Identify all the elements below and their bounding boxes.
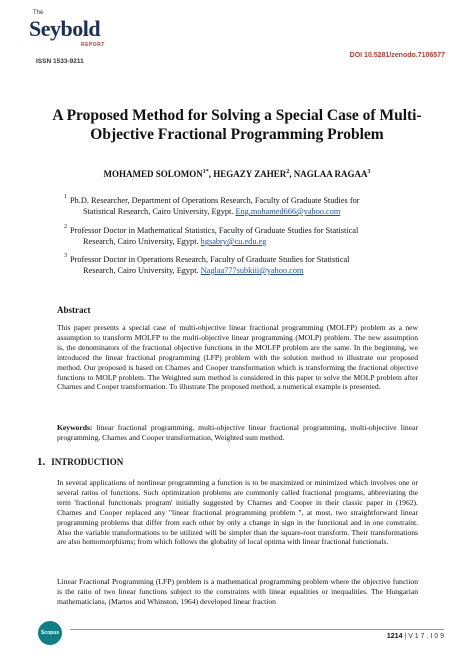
- author-3-sup: 3: [367, 169, 371, 175]
- affiliation-1: [64, 194, 410, 217]
- intro-paragraph-2: Linear Fractional Programming (LFP) problem is a mathematical programming problem where the objective function is the ratio of two linear functions subject to the constraints with linear equalities or inequalities. The Hungarian mathematicians, (Martos and Whinston, 1964) developed linear fraction: [57, 577, 418, 606]
- volume-issue: V 1 7 . I 0 9: [408, 633, 444, 640]
- affiliation-1-line2: Statistical Research, Cairo University, Egypt.: [83, 207, 234, 216]
- logo-report-text: REPORT: [81, 42, 105, 48]
- abstract-heading: Abstract: [57, 305, 91, 315]
- affiliation-2-number: 2: [64, 224, 67, 230]
- logo-name-text: Seybold: [29, 16, 101, 41]
- affiliation-1-number: 1: [64, 194, 67, 200]
- doi-link[interactable]: DOI 10.5281/zenodo.7106577: [349, 52, 445, 59]
- affiliation-3-email[interactable]: Naglaa777subkiii@yahoo.com: [200, 266, 304, 275]
- author-3: NAGLAA RAGAA: [293, 169, 368, 179]
- issn-label: ISSN 1533-9211: [36, 58, 84, 65]
- section-heading-introduction: [37, 456, 123, 468]
- scopus-badge-icon: Scopus: [38, 621, 62, 645]
- affiliation-3-number: 3: [64, 253, 67, 259]
- author-list: MOHAMED $SOLOMON^{1*}$, HEGAZY ZAHER$^2$, NAGLAA RAGAA$^3$: [103, 169, 371, 179]
- keywords: [57, 423, 418, 443]
- keywords-label: Keywords:: [57, 423, 93, 432]
- author-1: MOHAMED SOLOMON: [103, 169, 203, 179]
- affiliation-3-line1: Professor Doctor in Operations Research, Faculty of Graduate Studies for Statistical: [70, 255, 350, 264]
- affiliation-2: [64, 224, 410, 247]
- paper-title: A Proposed Method for Solving a Special Case of Multi-Objective Fractional Programming Problem: [52, 107, 422, 143]
- page-number: 1214 | V 1 7 . I 0 9: [386, 633, 444, 640]
- affiliation-1-email[interactable]: Eng.mohamed666@yahoo.com: [235, 207, 341, 216]
- section-title: INTRODUCTION: [51, 457, 124, 467]
- author-1-sup: 1*: [202, 169, 209, 175]
- intro-paragraph-1: In several applications of nonlinear programming a function is to be maximized or minimized which involves one or several ratios of functions. Such optimization problems are commonly called fractional programs, abbreviating the term 'fractional functionals program' initially suggested by Charnes and Cooper in their classic paper in (1962). Charnes and Cooper replaced any "linear fractional programming problem '', at most, two straightforward linear programming problems that differ from each other by only a change in sign in the functional and in one constraint. Also the variable transformations to be utilized will be simpler than the square-root transform. Their transformations are also homomorphisms; from which follows the globality of local optima with linear fractional functionals.: [57, 478, 418, 547]
- affiliation-2-email[interactable]: hgsabry@cu.edu.eg: [200, 237, 267, 246]
- footer-rule: [70, 629, 444, 630]
- logo-the-text: The: [33, 10, 44, 16]
- affiliation-3: [64, 253, 410, 276]
- author-2: HEGAZY ZAHER: [213, 169, 287, 179]
- journal-logo: [29, 10, 119, 58]
- affiliation-2-line2: Research, Cairo University, Egypt.: [83, 237, 199, 246]
- abstract-text: This paper presents a special case of multi-objective linear fractional programming (MOLFP) problem as a new assumption to transform MOLFP to the multi-objective linear programming (MOLP) problem. The new assumption is, the denominators of the fractional objective functions in the MOLFP problem are the same. In the beginning, we introduced the linear fractional programming (LFP) problem with the solution method to illustrate our proposed method. Our proposed is based on Charnes and Cooper transformation which is transforming the fractional objective functions to MOLP problem. The Weighted sum method is considered in this paper to solve the MOLP problem after Charnes and Cooper transformation. To illustrate The proposed method, a numerical example is presented.: [57, 323, 418, 392]
- affiliation-2-line1: Professor Doctor in Mathematical Statistics, Faculty of Graduate Studies for Statistical: [70, 226, 359, 235]
- affiliation-1-line1: Ph.D. Researcher, Department of Operations Research, Faculty of Graduate Studies for: [70, 196, 360, 205]
- page-number-value: 1214: [386, 633, 403, 640]
- section-number: 1.: [37, 456, 46, 468]
- author-2-sup: 2: [286, 169, 290, 175]
- affiliation-3-line2: Research, Cairo University, Egypt.: [83, 266, 199, 275]
- keywords-text: linear fractional programming, multi-objective linear fractional programming, multi-objective linear programming, Charnes and Cooper transformation, Weighted sum method.: [57, 423, 418, 442]
